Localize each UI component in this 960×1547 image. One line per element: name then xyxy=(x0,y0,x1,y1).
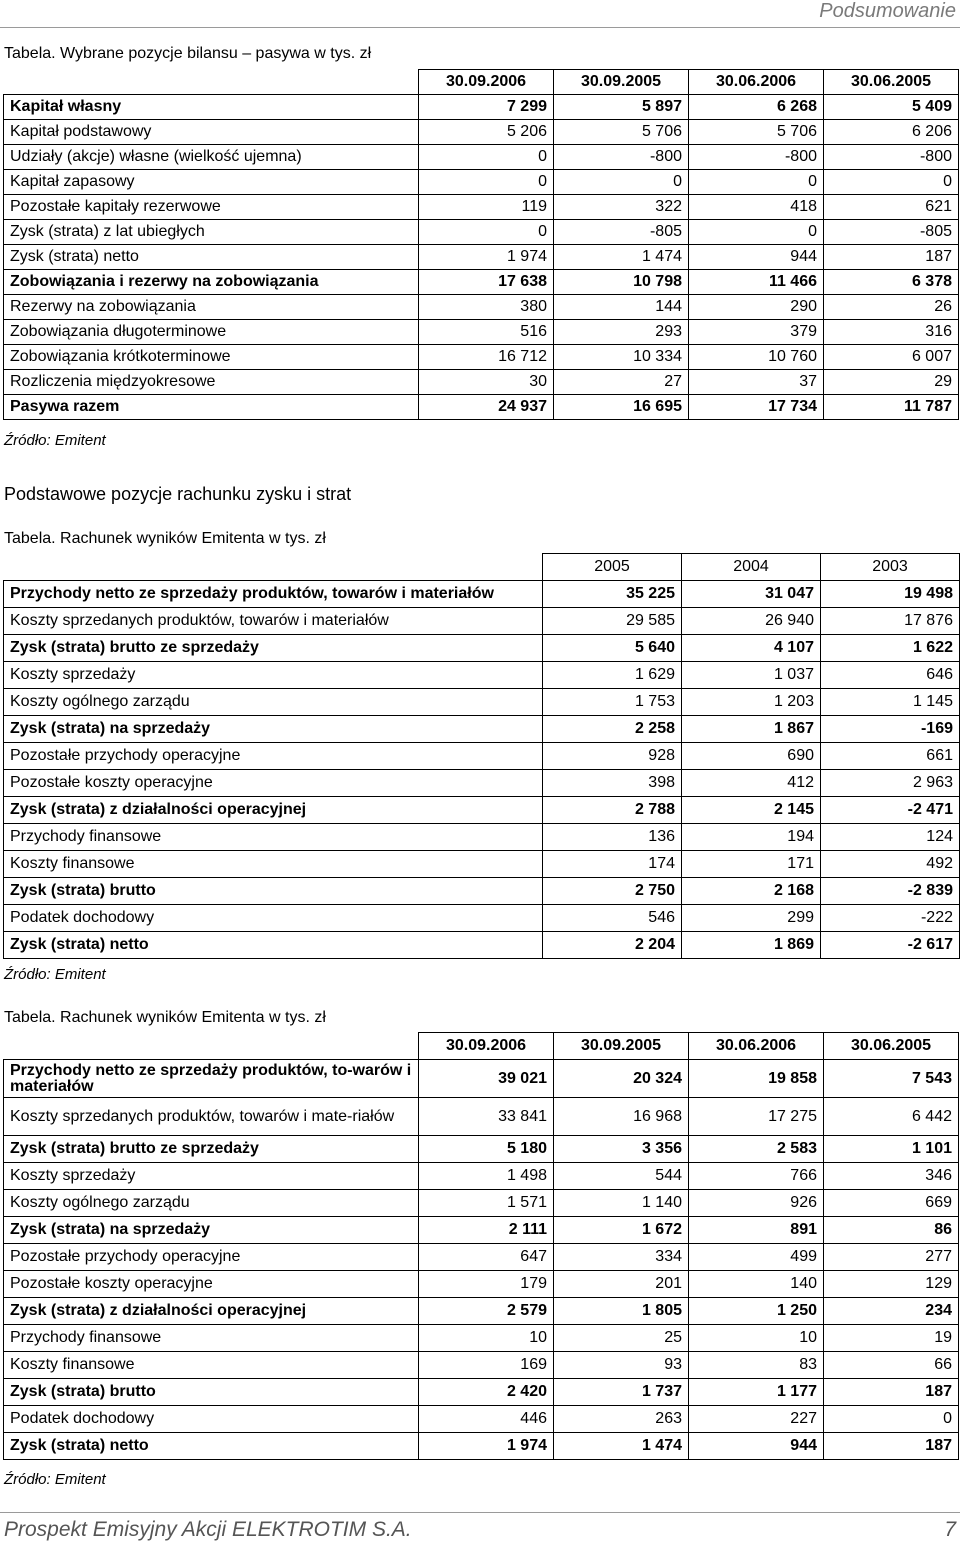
value-cell: 187 xyxy=(824,1433,959,1460)
table-row xyxy=(4,1298,959,1325)
value-cell: -800 xyxy=(689,145,824,170)
value-cell: 891 xyxy=(689,1217,824,1244)
column-header: 30.09.2006 xyxy=(419,1033,554,1060)
table-row xyxy=(4,770,960,797)
value-cell: 171 xyxy=(682,851,821,878)
value-cell: 412 xyxy=(682,770,821,797)
value-cell: 1 203 xyxy=(682,689,821,716)
value-cell: 124 xyxy=(821,824,960,851)
value-cell: 1 498 xyxy=(419,1163,554,1190)
balance-liabilities-table xyxy=(3,69,959,420)
table-row xyxy=(4,1271,959,1298)
value-cell: 277 xyxy=(824,1244,959,1271)
row-label: Koszty finansowe xyxy=(4,851,543,878)
column-header: 30.06.2005 xyxy=(824,70,959,95)
value-cell: 546 xyxy=(543,905,682,932)
section-title: Podstawowe pozycje rachunku zysku i strat xyxy=(4,484,352,504)
value-cell: 1 571 xyxy=(419,1190,554,1217)
value-cell: 3 356 xyxy=(554,1136,689,1163)
value-cell: 1 140 xyxy=(554,1190,689,1217)
value-cell: 690 xyxy=(682,743,821,770)
value-cell: 2 579 xyxy=(419,1298,554,1325)
value-cell: 16 712 xyxy=(419,345,554,370)
row-label: Zobowiązania krótkoterminowe xyxy=(4,345,419,370)
value-cell: 33 841 xyxy=(419,1098,554,1136)
header-row xyxy=(4,1033,959,1060)
value-cell: 1 622 xyxy=(821,635,960,662)
row-label: Kapitał zapasowy xyxy=(4,170,419,195)
row-label: Koszty sprzedaży xyxy=(4,1163,419,1190)
value-cell: 1 474 xyxy=(554,245,689,270)
value-cell: 766 xyxy=(689,1163,824,1190)
table-row xyxy=(4,824,960,851)
table-row xyxy=(4,195,959,220)
row-label: Przychody finansowe xyxy=(4,824,543,851)
table-row xyxy=(4,851,960,878)
row-label: Zysk (strata) z działalności operacyjnej xyxy=(4,1298,419,1325)
header-row xyxy=(4,70,959,95)
value-cell: 20 324 xyxy=(554,1060,689,1098)
value-cell: 7 543 xyxy=(824,1060,959,1098)
value-cell: 379 xyxy=(689,320,824,345)
table-row xyxy=(4,1098,959,1136)
table3-source: Źródło: Emitent xyxy=(4,1471,106,1488)
table-row xyxy=(4,145,959,170)
value-cell: 0 xyxy=(689,170,824,195)
value-cell: 5 706 xyxy=(689,120,824,145)
value-cell: 11 787 xyxy=(824,395,959,420)
value-cell: 516 xyxy=(419,320,554,345)
row-label: Koszty sprzedanych produktów, towarów i mate-riałów xyxy=(4,1098,419,1136)
value-cell: 29 585 xyxy=(543,608,682,635)
value-cell: 0 xyxy=(824,170,959,195)
table-row xyxy=(4,170,959,195)
value-cell: -2 471 xyxy=(821,797,960,824)
table2-caption: Tabela. Rachunek wyników Emitenta w tys. zł xyxy=(4,530,326,547)
value-cell: 2 420 xyxy=(419,1379,554,1406)
value-cell: 0 xyxy=(689,220,824,245)
value-cell: 446 xyxy=(419,1406,554,1433)
value-cell: 5 640 xyxy=(543,635,682,662)
table-row xyxy=(4,608,960,635)
value-cell: 1 250 xyxy=(689,1298,824,1325)
value-cell: 66 xyxy=(824,1352,959,1379)
value-cell: 380 xyxy=(419,295,554,320)
row-label: Podatek dochodowy xyxy=(4,1406,419,1433)
value-cell: 1 974 xyxy=(419,1433,554,1460)
value-cell: 201 xyxy=(554,1271,689,1298)
value-cell: -169 xyxy=(821,716,960,743)
column-header: 30.06.2005 xyxy=(824,1033,959,1060)
value-cell: 293 xyxy=(554,320,689,345)
table-row xyxy=(4,320,959,345)
value-cell: 0 xyxy=(554,170,689,195)
row-label: Pozostałe kapitały rezerwowe xyxy=(4,195,419,220)
value-cell: 10 760 xyxy=(689,345,824,370)
value-cell: 5 180 xyxy=(419,1136,554,1163)
value-cell: 10 798 xyxy=(554,270,689,295)
row-label: Pozostałe koszty operacyjne xyxy=(4,1271,419,1298)
table1-source: Źródło: Emitent xyxy=(4,432,106,449)
page-number: 7 xyxy=(944,1518,956,1541)
table-row xyxy=(4,905,960,932)
value-cell: 316 xyxy=(824,320,959,345)
row-label: Przychody finansowe xyxy=(4,1325,419,1352)
value-cell: 0 xyxy=(419,170,554,195)
column-header: 2005 xyxy=(543,554,682,581)
value-cell: 144 xyxy=(554,295,689,320)
table-row xyxy=(4,1244,959,1271)
value-cell: 646 xyxy=(821,662,960,689)
value-cell: 1 737 xyxy=(554,1379,689,1406)
header-row xyxy=(4,554,960,581)
header-divider xyxy=(0,27,960,28)
value-cell: 2 258 xyxy=(543,716,682,743)
value-cell: 30 xyxy=(419,370,554,395)
row-label: Pasywa razem xyxy=(4,395,419,420)
table-row xyxy=(4,395,959,420)
value-cell: 334 xyxy=(554,1244,689,1271)
value-cell: 93 xyxy=(554,1352,689,1379)
row-label: Zysk (strata) brutto xyxy=(4,1379,419,1406)
table-row xyxy=(4,635,960,662)
value-cell: 1 753 xyxy=(543,689,682,716)
table-row xyxy=(4,345,959,370)
value-cell: 544 xyxy=(554,1163,689,1190)
value-cell: 928 xyxy=(543,743,682,770)
row-label: Zysk (strata) brutto ze sprzedaży xyxy=(4,635,543,662)
value-cell: 6 378 xyxy=(824,270,959,295)
value-cell: 2 963 xyxy=(821,770,960,797)
row-label: Przychody netto ze sprzedaży produktów, towarów i materiałów xyxy=(4,581,543,608)
value-cell: 290 xyxy=(689,295,824,320)
value-cell: 2 750 xyxy=(543,878,682,905)
value-cell: 1 805 xyxy=(554,1298,689,1325)
table-row xyxy=(4,1217,959,1244)
value-cell: 39 021 xyxy=(419,1060,554,1098)
header-blank-cell xyxy=(4,554,543,581)
row-label: Zysk (strata) netto xyxy=(4,1433,419,1460)
row-label: Zobowiązania i rezerwy na zobowiązania xyxy=(4,270,419,295)
value-cell: 944 xyxy=(689,1433,824,1460)
value-cell: 6 206 xyxy=(824,120,959,145)
table-row xyxy=(4,1060,959,1098)
value-cell: 24 937 xyxy=(419,395,554,420)
value-cell: 187 xyxy=(824,1379,959,1406)
value-cell: 4 107 xyxy=(682,635,821,662)
value-cell: -222 xyxy=(821,905,960,932)
income-statement-annual-table xyxy=(3,553,960,959)
value-cell: 5 706 xyxy=(554,120,689,145)
value-cell: 0 xyxy=(419,145,554,170)
income-statement-interim-table xyxy=(3,1032,959,1460)
value-cell: 17 734 xyxy=(689,395,824,420)
value-cell: 418 xyxy=(689,195,824,220)
running-header: Podsumowanie xyxy=(819,0,956,22)
value-cell: 194 xyxy=(682,824,821,851)
value-cell: 17 638 xyxy=(419,270,554,295)
table-row xyxy=(4,743,960,770)
row-label: Zysk (strata) brutto xyxy=(4,878,543,905)
table-row xyxy=(4,1190,959,1217)
value-cell: 169 xyxy=(419,1352,554,1379)
value-cell: 299 xyxy=(682,905,821,932)
value-cell: 1 672 xyxy=(554,1217,689,1244)
value-cell: 140 xyxy=(689,1271,824,1298)
column-header: 30.09.2006 xyxy=(419,70,554,95)
value-cell: 10 xyxy=(419,1325,554,1352)
value-cell: 1 869 xyxy=(682,932,821,959)
table-row xyxy=(4,1433,959,1460)
value-cell: 263 xyxy=(554,1406,689,1433)
value-cell: 1 867 xyxy=(682,716,821,743)
value-cell: 1 037 xyxy=(682,662,821,689)
value-cell: 10 334 xyxy=(554,345,689,370)
value-cell: 83 xyxy=(689,1352,824,1379)
row-label: Koszty finansowe xyxy=(4,1352,419,1379)
value-cell: 16 968 xyxy=(554,1098,689,1136)
table-row xyxy=(4,295,959,320)
value-cell: 2 111 xyxy=(419,1217,554,1244)
value-cell: 499 xyxy=(689,1244,824,1271)
row-label: Zysk (strata) z lat ubiegłych xyxy=(4,220,419,245)
value-cell: 174 xyxy=(543,851,682,878)
column-header: 30.09.2005 xyxy=(554,1033,689,1060)
table-row xyxy=(4,220,959,245)
row-label: Koszty ogólnego zarządu xyxy=(4,689,543,716)
row-label: Rozliczenia międzyokresowe xyxy=(4,370,419,395)
value-cell: 2 145 xyxy=(682,797,821,824)
table-row xyxy=(4,1379,959,1406)
value-cell: 35 225 xyxy=(543,581,682,608)
row-label: Pozostałe przychody operacyjne xyxy=(4,743,543,770)
value-cell: 19 858 xyxy=(689,1060,824,1098)
value-cell: 19 xyxy=(824,1325,959,1352)
value-cell: 26 940 xyxy=(682,608,821,635)
value-cell: 6 268 xyxy=(689,95,824,120)
table-row xyxy=(4,1352,959,1379)
column-header: 2003 xyxy=(821,554,960,581)
value-cell: 17 275 xyxy=(689,1098,824,1136)
table-row xyxy=(4,581,960,608)
value-cell: 16 695 xyxy=(554,395,689,420)
row-label: Zysk (strata) netto xyxy=(4,932,543,959)
value-cell: 1 474 xyxy=(554,1433,689,1460)
table-row xyxy=(4,716,960,743)
value-cell: 25 xyxy=(554,1325,689,1352)
table-row xyxy=(4,878,960,905)
table-row xyxy=(4,797,960,824)
value-cell: -805 xyxy=(554,220,689,245)
value-cell: 6 007 xyxy=(824,345,959,370)
value-cell: 621 xyxy=(824,195,959,220)
value-cell: 5 206 xyxy=(419,120,554,145)
table-row xyxy=(4,662,960,689)
table3-caption: Tabela. Rachunek wyników Emitenta w tys. zł xyxy=(4,1009,326,1026)
row-label: Kapitał własny xyxy=(4,95,419,120)
value-cell: 322 xyxy=(554,195,689,220)
value-cell: -2 839 xyxy=(821,878,960,905)
table-row xyxy=(4,95,959,120)
column-header: 2004 xyxy=(682,554,821,581)
value-cell: 492 xyxy=(821,851,960,878)
header-blank-cell xyxy=(4,70,419,95)
table-row xyxy=(4,1406,959,1433)
value-cell: -800 xyxy=(824,145,959,170)
value-cell: 346 xyxy=(824,1163,959,1190)
value-cell: 398 xyxy=(543,770,682,797)
value-cell: 11 466 xyxy=(689,270,824,295)
value-cell: 129 xyxy=(824,1271,959,1298)
row-label: Zysk (strata) na sprzedaży xyxy=(4,716,543,743)
footer-divider xyxy=(0,1512,960,1513)
value-cell: -805 xyxy=(824,220,959,245)
value-cell: 31 047 xyxy=(682,581,821,608)
table1-caption: Tabela. Wybrane pozycje bilansu – pasywa w tys. zł xyxy=(4,45,372,62)
value-cell: 926 xyxy=(689,1190,824,1217)
value-cell: 1 974 xyxy=(419,245,554,270)
row-label: Zysk (strata) brutto ze sprzedaży xyxy=(4,1136,419,1163)
table-row xyxy=(4,120,959,145)
table2-source: Źródło: Emitent xyxy=(4,966,106,983)
row-label: Kapitał podstawowy xyxy=(4,120,419,145)
row-label: Koszty sprzedanych produktów, towarów i materiałów xyxy=(4,608,543,635)
value-cell: 5 897 xyxy=(554,95,689,120)
value-cell: 29 xyxy=(824,370,959,395)
value-cell: 669 xyxy=(824,1190,959,1217)
value-cell: 7 299 xyxy=(419,95,554,120)
row-label: Koszty sprzedaży xyxy=(4,662,543,689)
row-label: Pozostałe przychody operacyjne xyxy=(4,1244,419,1271)
value-cell: 0 xyxy=(824,1406,959,1433)
table-row xyxy=(4,1163,959,1190)
row-label: Udziały (akcje) własne (wielkość ujemna) xyxy=(4,145,419,170)
header-blank-cell xyxy=(4,1033,419,1060)
value-cell: -2 617 xyxy=(821,932,960,959)
value-cell: 227 xyxy=(689,1406,824,1433)
row-label: Rezerwy na zobowiązania xyxy=(4,295,419,320)
row-label: Zysk (strata) netto xyxy=(4,245,419,270)
column-header: 30.09.2005 xyxy=(554,70,689,95)
table-row xyxy=(4,1325,959,1352)
value-cell: 187 xyxy=(824,245,959,270)
value-cell: 179 xyxy=(419,1271,554,1298)
value-cell: 5 409 xyxy=(824,95,959,120)
value-cell: -800 xyxy=(554,145,689,170)
value-cell: 27 xyxy=(554,370,689,395)
table-row xyxy=(4,370,959,395)
value-cell: 136 xyxy=(543,824,682,851)
value-cell: 119 xyxy=(419,195,554,220)
value-cell: 10 xyxy=(689,1325,824,1352)
footer-title: Prospekt Emisyjny Akcji ELEKTROTIM S.A. xyxy=(4,1518,412,1541)
value-cell: 86 xyxy=(824,1217,959,1244)
column-header: 30.06.2006 xyxy=(689,70,824,95)
table-row xyxy=(4,245,959,270)
table-row xyxy=(4,932,960,959)
table-row xyxy=(4,270,959,295)
value-cell: 17 876 xyxy=(821,608,960,635)
column-header: 30.06.2006 xyxy=(689,1033,824,1060)
row-label: Koszty ogólnego zarządu xyxy=(4,1190,419,1217)
value-cell: 1 629 xyxy=(543,662,682,689)
row-label: Podatek dochodowy xyxy=(4,905,543,932)
value-cell: 1 101 xyxy=(824,1136,959,1163)
value-cell: 2 204 xyxy=(543,932,682,959)
row-label: Zysk (strata) z działalności operacyjnej xyxy=(4,797,543,824)
value-cell: 37 xyxy=(689,370,824,395)
value-cell: 661 xyxy=(821,743,960,770)
value-cell: 0 xyxy=(419,220,554,245)
value-cell: 1 177 xyxy=(689,1379,824,1406)
table-row xyxy=(4,1136,959,1163)
value-cell: 944 xyxy=(689,245,824,270)
value-cell: 2 168 xyxy=(682,878,821,905)
value-cell: 647 xyxy=(419,1244,554,1271)
value-cell: 234 xyxy=(824,1298,959,1325)
value-cell: 2 788 xyxy=(543,797,682,824)
value-cell: 6 442 xyxy=(824,1098,959,1136)
value-cell: 26 xyxy=(824,295,959,320)
value-cell: 19 498 xyxy=(821,581,960,608)
value-cell: 2 583 xyxy=(689,1136,824,1163)
table-row xyxy=(4,689,960,716)
value-cell: 1 145 xyxy=(821,689,960,716)
row-label: Pozostałe koszty operacyjne xyxy=(4,770,543,797)
row-label: Zysk (strata) na sprzedaży xyxy=(4,1217,419,1244)
row-label: Przychody netto ze sprzedaży produktów, to-warów i materiałów xyxy=(4,1060,419,1098)
row-label: Zobowiązania długoterminowe xyxy=(4,320,419,345)
